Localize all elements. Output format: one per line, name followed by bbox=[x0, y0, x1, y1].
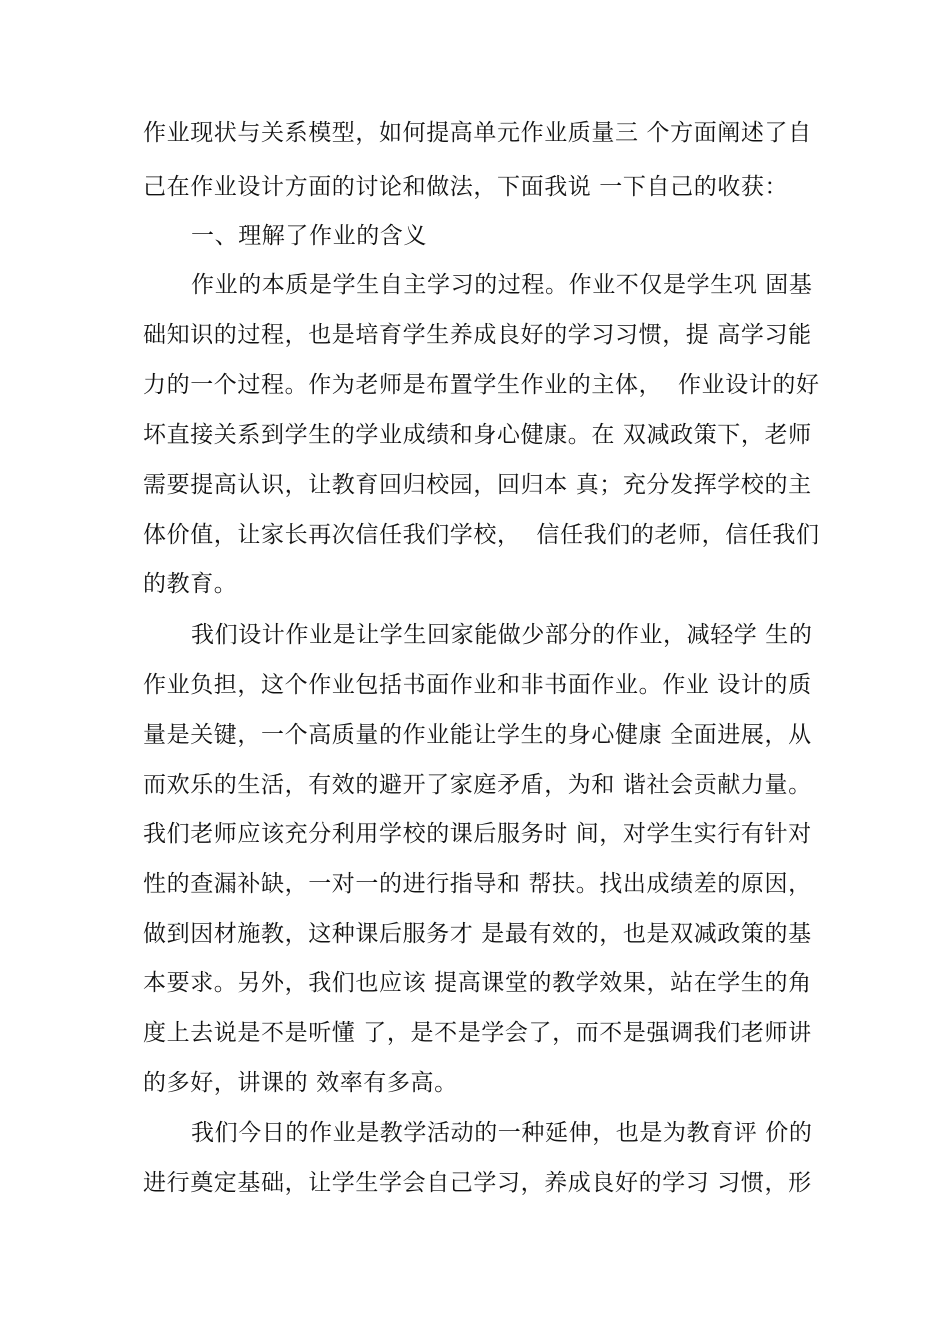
text-line: 作业负担，这个作业包括书面作业和非书面作业。作业 设计的质 bbox=[143, 672, 812, 698]
text-line: 础知识的过程，也是培育学生养成良好的学习习惯，提 高学习能 bbox=[143, 322, 812, 348]
text-line: 己在作业设计方面的讨论和做法，下面我说 一下自己的收获： bbox=[143, 174, 789, 200]
text-line: 量是关键，一个高质量的作业能让学生的身心健康 全面进展，从 bbox=[143, 722, 812, 748]
text-line: 我们老师应该充分利用学校的课后服务时 间，对学生实行有针对 bbox=[143, 821, 812, 847]
text-line: 做到因材施教，这种课后服务才 是最有效的，也是双减政策的基 bbox=[143, 921, 812, 947]
text-line: 而欢乐的生活，有效的避开了家庭矛盾，为和 谐社会贡献力量。 bbox=[143, 772, 812, 798]
text-line: 坏直接关系到学生的学业成绩和身心健康。在 双减政策下，老师 bbox=[143, 422, 812, 448]
text-line: 的教育。 bbox=[143, 571, 238, 597]
text-line: 的多好，讲课的 效率有多高。 bbox=[143, 1070, 458, 1096]
text-line: 度上去说是不是听懂 了，是不是学会了，而不是强调我们老师讲 bbox=[143, 1020, 812, 1046]
text-line: 进行奠定基础，让学生学会自己学习，养成良好的学习 习惯，形 bbox=[143, 1170, 812, 1196]
text-line: 需要提高认识，让教育回归校园，回归本 真；充分发挥学校的主 bbox=[143, 472, 812, 498]
text-line: 性的查漏补缺，一对一的进行指导和 帮扶。找出成绩差的原因， bbox=[143, 871, 812, 897]
section-heading: 一、理解了作业的含义 bbox=[191, 223, 427, 249]
text-line: 体价值，让家长再次信任我们学校， 信任我们的老师，信任我们 bbox=[143, 522, 820, 548]
text-line: 我们设计作业是让学生回家能做少部分的作业，减轻学 生的 bbox=[191, 622, 813, 648]
text-line: 本要求。另外，我们也应该 提高课堂的教学效果，站在学生的角 bbox=[143, 970, 812, 996]
text-line: 我们今日的作业是教学活动的一种延伸，也是为教育评 价的 bbox=[191, 1120, 813, 1146]
text-line: 作业的本质是学生自主学习的过程。作业不仅是学生巩 固基 bbox=[191, 272, 813, 298]
text-line: 作业现状与关系模型，如何提高单元作业质量三 个方面阐述了自 bbox=[143, 120, 812, 146]
text-line: 力的一个过程。作为老师是布置学生作业的主体， 作业设计的好 bbox=[143, 372, 820, 398]
